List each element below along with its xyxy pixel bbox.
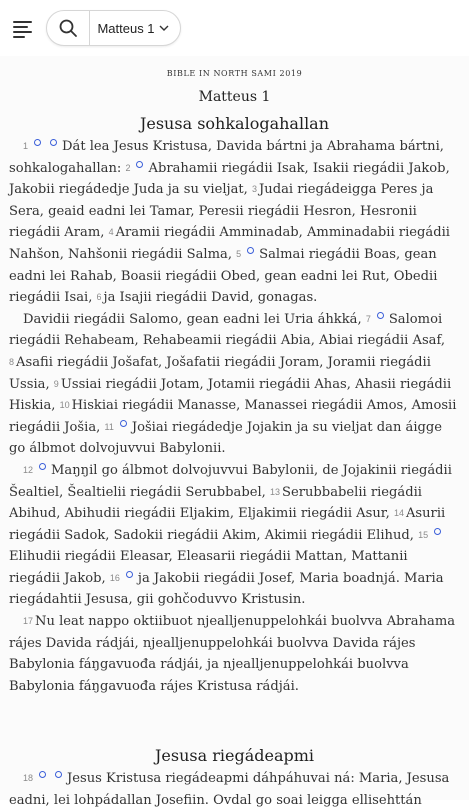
verse-number[interactable]: 1: [23, 141, 29, 151]
note-marker-icon[interactable]: [120, 420, 127, 427]
verse-number[interactable]: 3: [252, 184, 258, 195]
book-chapter-label: Matteus 1: [97, 20, 155, 36]
verse-number[interactable]: 15: [418, 529, 429, 540]
verse-number[interactable]: 8: [9, 356, 15, 367]
verse-text: Serubbabelii riegádii Abihud, Abihudii riegádii Eljakim, Eljakimii riegádii Asur,: [9, 484, 422, 522]
verse-text: Asurii riegádii Sadok, Sadokii riegádii Akim, Akimii riegádii Elihud,: [9, 506, 446, 543]
note-marker-icon[interactable]: [434, 528, 441, 535]
search-button[interactable]: [47, 11, 90, 45]
verse-number[interactable]: 10: [59, 400, 70, 411]
verse-number[interactable]: 12: [23, 464, 34, 475]
verse-text: Aramii riegádii Amminadab, Amminadabii riegádii Nahšon, Nahšonii riegádii Salma,: [9, 225, 450, 262]
paragraph: [9, 136, 461, 309]
search-icon: [58, 18, 78, 38]
verse-text: Asafii riegádii Jošafat, Jošafatii riegádii Joram, Joramii riegádii Ussia,: [9, 354, 431, 392]
section-heading: Jesusa sohkalogahallan: [139, 114, 330, 133]
verse-number[interactable]: 18: [23, 773, 34, 783]
verse-number[interactable]: 11: [104, 421, 114, 432]
book-chapter-button[interactable]: [90, 21, 180, 36]
version-title: BIBLE IN NORTH SAMI 2019: [166, 69, 303, 78]
verse-number[interactable]: 6: [96, 292, 102, 303]
verse-text: Davidii riegádii Salomo, gean eadni lei Uria áhkká,: [23, 311, 366, 327]
verse-text: Abrahamii riegádii Isak, Isakii riegádii Jakob, Jakobii riegádedje Juda ja su vieljat,: [9, 160, 450, 198]
section-heading-2: Jesusa riegádeapmi: [154, 746, 315, 765]
note-marker-icon[interactable]: [39, 771, 46, 778]
note-marker-icon[interactable]: [247, 247, 254, 254]
paragraph: [9, 768, 461, 811]
menu-lines-icon[interactable]: [11, 17, 35, 39]
chevron-down-icon: [159, 25, 169, 32]
section-text-1: [9, 136, 461, 697]
verse-text: Jošiai riegádedje Jojakin ja su vieljat dan áigge go álbmot dolvojuvvui Babylonii.: [9, 419, 443, 457]
verse-number[interactable]: 16: [109, 572, 120, 583]
verse-text: Jesus Kristusa riegádeapmi dáhpáhuvai ná: Maria, Jesusa eadni, lei lohpádallan Josefiin. Ovdal go soai leigga ellisehttán: [9, 771, 450, 808]
note-marker-icon[interactable]: [126, 571, 133, 578]
verse-text: Ussiai riegádii Jotam, Jotamii riegádii Ahas, Ahasii riegádii Hiskia,: [9, 376, 452, 414]
verse-number[interactable]: 5: [236, 248, 242, 259]
section-text-2: [9, 768, 461, 811]
verse-text: Hiskiai riegádii Manasse, Manassei riegádii Amos, Amosii riegádii Jošia,: [9, 398, 457, 435]
verse-text: Salomoi riegádii Rehabeam, Rehabeamii riegádii Abia, Abiai riegádii Asaf,: [9, 311, 446, 349]
note-marker-icon[interactable]: [136, 161, 143, 168]
paragraph: [9, 309, 461, 460]
verse-number[interactable]: 4: [108, 227, 114, 238]
note-marker-icon[interactable]: [377, 312, 384, 319]
verse-number[interactable]: 7: [365, 313, 371, 324]
verse-text: Judai riegádeigga Peres ja Sera, geaid eadni lei Tamar, Peresii riegádii Hesron, Hesronii riegádii Aram,: [9, 182, 434, 241]
top-bar: [0, 0, 469, 56]
chapter-title: Matteus 1: [198, 89, 271, 105]
note-marker-icon[interactable]: [34, 139, 41, 146]
verse-text: ja Jakobii riegádii Josef, Maria boadnjá. Maria riegádahtii Jesusa, gii gohčoduvvo Kristusin.: [9, 570, 444, 608]
verse-text: ja Isajii riegádii David, gonagas.: [103, 290, 318, 306]
verse-number[interactable]: 9: [53, 378, 59, 389]
verse-text: Maŋŋil go álbmot dolvojuvvui Babylonii, de Jojakinii riegádii Šealtiel, Šealtielii riegádii Serubbabel,: [9, 462, 452, 500]
reader-content[interactable]: [0, 56, 469, 808]
note-marker-icon[interactable]: [39, 463, 46, 470]
reference-selector: [46, 10, 181, 46]
verse-number[interactable]: 17: [23, 616, 34, 627]
verse-number[interactable]: 2: [125, 162, 131, 173]
note-marker-icon[interactable]: [50, 139, 57, 146]
note-marker-icon[interactable]: [55, 771, 62, 778]
verse-text: Nu leat nappo oktiibuot njealljenuppelohkái buolvva Abrahama rájes Davida rádjái, njealljenuppelohkái buolvva Davida rájes Babylonia fáŋgavuođa rádjái, ja njealljenuppelohkái buolvva Babylonia fáŋgavuođa rájes Kristusa rádjái.: [9, 614, 456, 694]
verse-number[interactable]: 14: [393, 508, 404, 519]
verse-text: Salmai riegádii Boas, gean eadni lei Rahab, Boasii riegádii Obed, gean eadni lei Rut, Obedii riegádii Isai,: [9, 246, 438, 306]
verse-text: Elihudii riegádii Eleasar, Eleasarii riegádii Mattan, Mattanii riegádii Jakob,: [9, 549, 408, 586]
paragraph: [9, 460, 461, 611]
verse-number[interactable]: 13: [270, 486, 281, 497]
verse-text: Dát lea Jesus Kristusa, Davida bártni ja Abrahama bártni, sohkalogahallan:: [9, 139, 444, 176]
paragraph: [9, 611, 461, 697]
